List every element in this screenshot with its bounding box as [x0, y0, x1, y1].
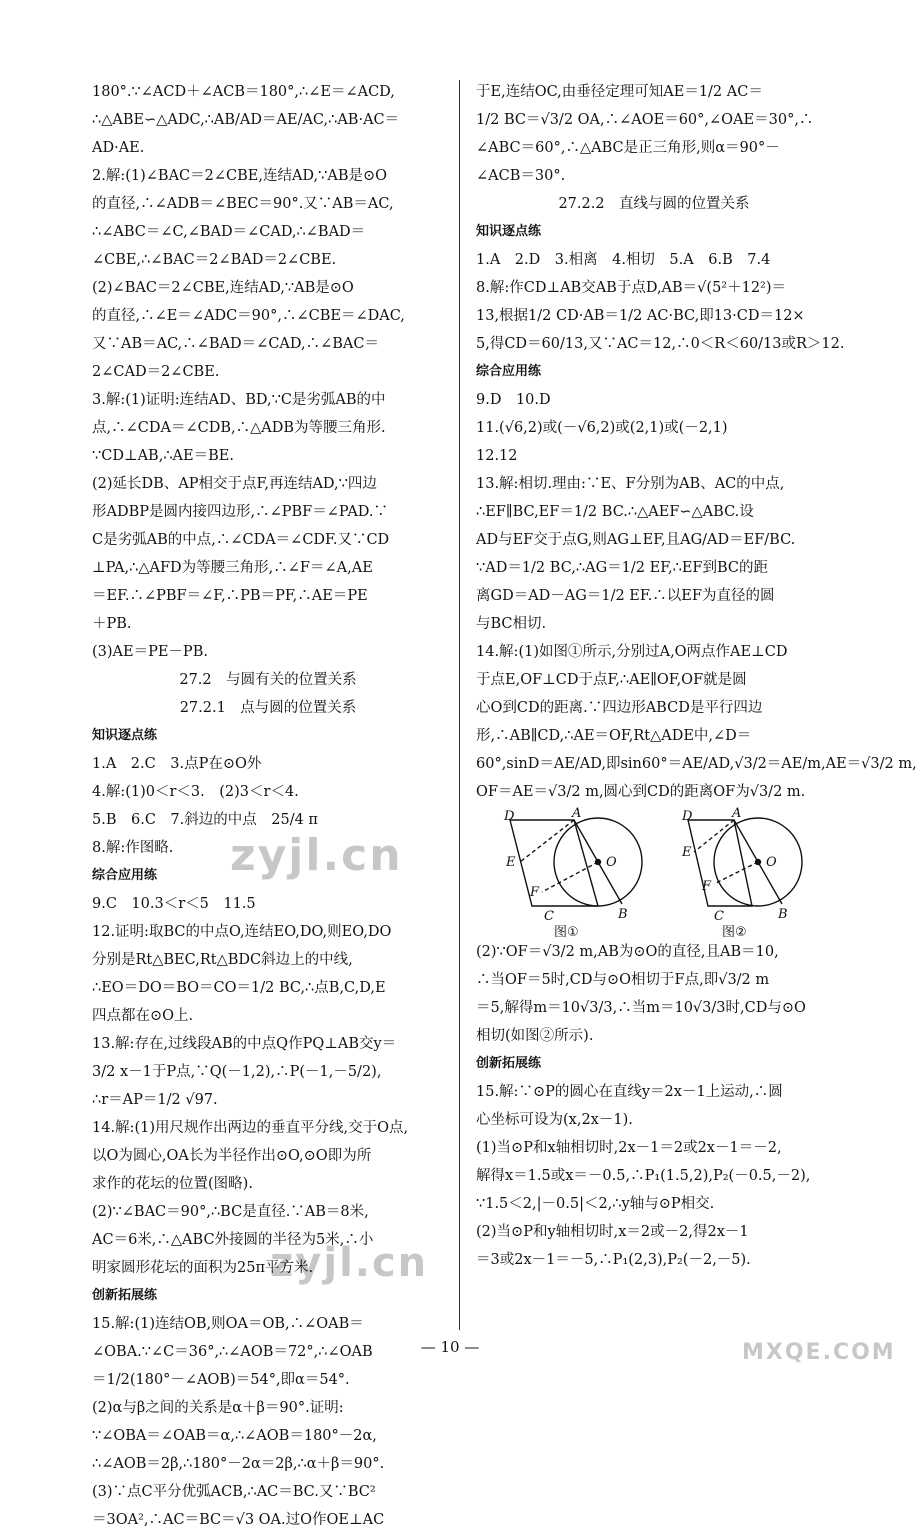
- text-line: AD·AE.: [92, 140, 145, 156]
- text-line: 心坐标可设为(x,2x－1).: [476, 1112, 633, 1128]
- label-E-2: E: [682, 845, 692, 860]
- text-line: C是劣弧AB的中点,∴∠CDA＝∠CDF.又∵CD: [92, 532, 390, 548]
- perp-of-2: [714, 862, 758, 884]
- figure-2-caption: 图②: [722, 925, 747, 940]
- text-line: ∴r＝AP＝1/2 √97.: [92, 1092, 218, 1108]
- text-line: ∴△ABE∽△ADC,∴AB/AD＝AE/AC,∴AB·AC＝: [92, 112, 400, 128]
- text-line: AC＝6米,∴△ABC外接圆的半径为5米,∴小: [92, 1232, 374, 1248]
- text-line: 14.解:(1)如图①所示,分别过A,O两点作AE⊥CD: [476, 644, 788, 660]
- text-line: 1.A 2.C 3.点P在⊙O外: [92, 756, 262, 772]
- text-line: 明家圆形花坛的面积为25π平方米.: [92, 1260, 314, 1276]
- text-line: 以O为圆心,OA长为半径作出⊙O,⊙O即为所: [92, 1148, 372, 1164]
- text-line: ＝3或2x－1＝－5,∴P₁(2,3),P₂(－2,－5).: [476, 1252, 751, 1268]
- text-line: ＝3OA²,∴AC＝BC＝√3 OA.过O作OE⊥AC: [92, 1512, 385, 1528]
- text-line: 4.解:(1)0＜r＜3. (2)3＜r＜4.: [92, 784, 299, 800]
- text-line: 13.解:存在,过线段AB的中点Q作PQ⊥AB交y＝: [92, 1036, 397, 1052]
- text-line: 的直径,∴∠ADB＝∠BEC＝90°.又∵AB＝AC,: [92, 196, 394, 212]
- label-F-1: F: [530, 885, 540, 900]
- text-line: ∴EO＝DO＝BO＝CO＝1/2 BC,∴点B,C,D,E: [92, 980, 386, 996]
- text-line: 于点E,OF⊥CD于点F,∴AE∥OF,OF就是圆: [476, 672, 747, 688]
- text-line: AD与EF交于点G,则AG⊥EF,且AG/AD＝EF/BC.: [476, 532, 796, 548]
- text-line: 1/2 BC＝√3/2 OA,∴∠AOE＝60°,∠OAE＝30°,∴: [476, 112, 814, 128]
- label-B-2: B: [778, 907, 788, 922]
- figure-1-caption: 图①: [554, 925, 579, 940]
- text-line: ∵∠OBA＝∠OAB＝α,∴∠AOB＝180°－2α,: [92, 1428, 377, 1444]
- text-line: (1)当⊙P和x轴相切时,2x－1＝2或2x－1＝－2,: [476, 1140, 782, 1156]
- text-line: ⊥PA,∴△AFD为等腰三角形,∴∠F＝∠A,AE: [92, 560, 373, 576]
- text-line: ＋PB.: [92, 616, 132, 632]
- text-line: 分别是Rt△BEC,Rt△BDC斜边上的中线,: [92, 952, 353, 968]
- text-line: ∠ABC＝60°,∴△ABC是正三角形,则α＝90°－: [476, 140, 780, 156]
- perp-ae-2: [694, 820, 734, 852]
- parallelogram-2: [688, 820, 752, 906]
- text-line: ∴∠AOB＝2β,∴180°－2α＝2β,∴α＋β＝90°.: [92, 1456, 385, 1472]
- label-O-2: O: [766, 855, 777, 870]
- text-line: (3)AE＝PE－PB.: [92, 644, 208, 660]
- subsection-title: 27.2.2 直线与圆的位置关系: [558, 196, 750, 212]
- label-B-1: B: [618, 907, 628, 922]
- text-line: 又∵AB＝AC,∴∠BAD＝∠CAD,∴∠BAC＝: [92, 336, 379, 352]
- section-heading: 综合应用练: [92, 868, 158, 883]
- text-line: 3/2 x－1于P点,∵Q(－1,2),∴P(－1,－5/2),: [92, 1064, 382, 1080]
- label-A-2: A: [732, 806, 742, 821]
- section-title: 27.2 与圆有关的位置关系: [179, 672, 357, 688]
- section-heading: 综合应用练: [476, 364, 542, 379]
- label-A-1: A: [572, 806, 582, 821]
- left-column: [92, 78, 444, 1534]
- text-line: ∠CBE,∴∠BAC＝2∠BAD＝2∠CBE.: [92, 252, 337, 268]
- text-line: 15.解:(1)连结OB,则OA＝OB,∴∠OAB＝: [92, 1316, 364, 1332]
- center-dot-2: [756, 860, 761, 865]
- text-line: 2.解:(1)∠BAC＝2∠CBE,连结AD,∵AB是⊙O: [92, 168, 388, 184]
- text-line: 13,根据1/2 CD·AB＝1/2 AC·BC,即13·CD＝12×: [476, 308, 805, 324]
- text-line: 8.解:作图略.: [92, 840, 174, 856]
- label-D-2: D: [682, 809, 693, 824]
- label-F-2: F: [702, 879, 712, 894]
- text-line: 60°,sinD＝AE/AD,即sin60°＝AE/AD,√3/2＝AE/m,AE＝√3/2 m,: [476, 756, 917, 772]
- right-column: [476, 78, 917, 1274]
- text-line: (2)当⊙P和y轴相切时,x＝2或－2,得2x－1: [476, 1224, 749, 1240]
- text-line: 12.12: [476, 448, 518, 464]
- perp-ae-1: [520, 820, 574, 862]
- watermark: zyjl.cn: [270, 1240, 429, 1286]
- text-line: ∴∠ABC＝∠C,∠BAD＝∠CAD,∴∠BAD＝: [92, 224, 366, 240]
- text-line: ∴EF∥BC,EF＝1/2 BC.∴△AEF∽△ABC.设: [476, 504, 754, 520]
- section-heading: 知识逐点练: [476, 224, 542, 239]
- section-heading: 知识逐点练: [92, 728, 158, 743]
- text-line: ∠OBA.∵∠C＝36°,∴∠AOB＝72°,∴∠OAB: [92, 1344, 373, 1360]
- text-line: 12.证明:取BC的中点O,连结EO,DO,则EO,DO: [92, 924, 392, 940]
- text-line: 11.(√6,2)或(－√6,2)或(2,1)或(－2,1): [476, 420, 728, 436]
- text-line: ∵CD⊥AB,∴AE＝BE.: [92, 448, 234, 464]
- text-line: 8.解:作CD⊥AB交AB于点D,AB＝√(5²＋12²)＝: [476, 280, 787, 296]
- text-line: 离GD＝AD－AG＝1/2 EF.∴以EF为直径的圆: [476, 588, 775, 604]
- label-C-1: C: [544, 909, 554, 924]
- text-line: (2)α与β之间的关系是α＋β＝90°.证明:: [92, 1400, 344, 1416]
- label-E-1: E: [506, 855, 516, 870]
- text-line: 9.D 10.D: [476, 392, 551, 408]
- text-line: (2)延长DB、AP相交于点F,再连结AD,∵四边: [92, 476, 377, 492]
- text-line: 14.解:(1)用尺规作出两边的垂直平分线,交于O点,: [92, 1120, 409, 1136]
- text-line: 于E,连结OC,由垂径定理可知AE＝1/2 AC＝: [476, 84, 763, 100]
- figure-1: [503, 806, 642, 940]
- figure-2: [681, 806, 802, 940]
- subsection-title: 27.2.1 点与圆的位置关系: [179, 700, 357, 716]
- text-line: ＝EF.∴∠PBF＝∠F,∴PB＝PF,∴AE＝PE: [92, 588, 368, 604]
- text-line: 与BC相切.: [476, 616, 547, 632]
- text-line: ∵AD＝1/2 BC,∴AG＝1/2 EF,∴EF到BC的距: [476, 560, 768, 576]
- page-number: — 10 —: [420, 1338, 480, 1356]
- text-line: (2)∵OF＝√3/2 m,AB为⊙O的直径,且AB＝10,: [476, 944, 779, 960]
- column-divider: [459, 80, 460, 1330]
- text-line: 5,得CD＝60/13,又∵AC＝12,∴0＜R＜60/13或R＞12.: [476, 336, 845, 352]
- text-line: 心O到CD的距离.∵四边形ABCD是平行四边: [476, 700, 763, 716]
- text-line: ＝1/2(180°－∠AOB)＝54°,即α＝54°.: [92, 1372, 350, 1388]
- text-line: ＝5,解得m＝10√3/3,∴当m＝10√3/3时,CD与⊙O: [476, 1000, 806, 1016]
- figures-svg: [476, 806, 832, 940]
- section-heading: 创新拓展练: [476, 1056, 542, 1071]
- label-O-1: O: [606, 855, 617, 870]
- text-line: 点,∴∠CDA＝∠CDB,∴△ADB为等腰三角形.: [92, 420, 386, 436]
- text-line: 5.B 6.C 7.斜边的中点 25/4 π: [92, 812, 318, 828]
- text-line: 求作的花坛的位置(图略).: [92, 1176, 253, 1192]
- text-line: (2)∠BAC＝2∠CBE,连结AD,∵AB是⊙O: [92, 280, 354, 296]
- label-D-1: D: [504, 809, 515, 824]
- text-line: 的直径,∴∠E＝∠ADC＝90°,∴∠CBE＝∠DAC,: [92, 308, 405, 324]
- text-line: ∴当OF＝5时,CD与⊙O相切于F点,即√3/2 m: [476, 972, 770, 988]
- label-C-2: C: [714, 909, 724, 924]
- text-line: ∵1.5＜2,|－0.5|＜2,∴y轴与⊙P相交.: [476, 1196, 715, 1212]
- text-line: 1.A 2.D 3.相离 4.相切 5.A 6.B 7.4: [476, 252, 771, 268]
- watermark: zyjl.cn: [230, 830, 403, 881]
- text-line: 2∠CAD＝2∠CBE.: [92, 364, 220, 380]
- text-line: ∠ACB＝30°.: [476, 168, 566, 184]
- text-line: (3)∵点C平分优弧ACB,∴AC＝BC.又∵BC²: [92, 1484, 376, 1500]
- text-line: 解得x＝1.5或x＝－0.5,∴P₁(1.5,2),P₂(－0.5,－2),: [476, 1168, 811, 1184]
- text-line: 相切(如图②所示).: [476, 1028, 594, 1044]
- section-heading: 创新拓展练: [92, 1288, 158, 1303]
- text-line: OF＝AE＝√3/2 m,圆心到CD的距离OF为√3/2 m.: [476, 784, 806, 800]
- text-line: 180°.∵∠ACD＋∠ACB＝180°,∴∠E＝∠ACD,: [92, 84, 395, 100]
- text-line: 9.C 10.3＜r＜5 11.5: [92, 896, 256, 912]
- text-line: 15.解:∵⊙P的圆心在直线y＝2x－1上运动,∴圆: [476, 1084, 783, 1100]
- center-dot-1: [596, 860, 601, 865]
- text-line: 四点都在⊙O上.: [92, 1008, 194, 1024]
- geometry-figures: [476, 806, 832, 940]
- text-line: 13.解:相切.理由:∵E、F分别为AB、AC的中点,: [476, 476, 785, 492]
- text-line: (2)∵∠BAC＝90°,∴BC是直径.∵AB＝8米,: [92, 1204, 369, 1220]
- watermark-logo: MXQE.COM: [742, 1340, 896, 1365]
- text-line: 形,∴AB∥CD,∴AE＝OF,Rt△ADE中,∠D＝: [476, 728, 752, 744]
- text-line: 形ADBP是圆内接四边形,∴∠PBF＝∠PAD.∵: [92, 504, 389, 520]
- text-line: 3.解:(1)证明:连结AD、BD,∵C是劣弧AB的中: [92, 392, 386, 408]
